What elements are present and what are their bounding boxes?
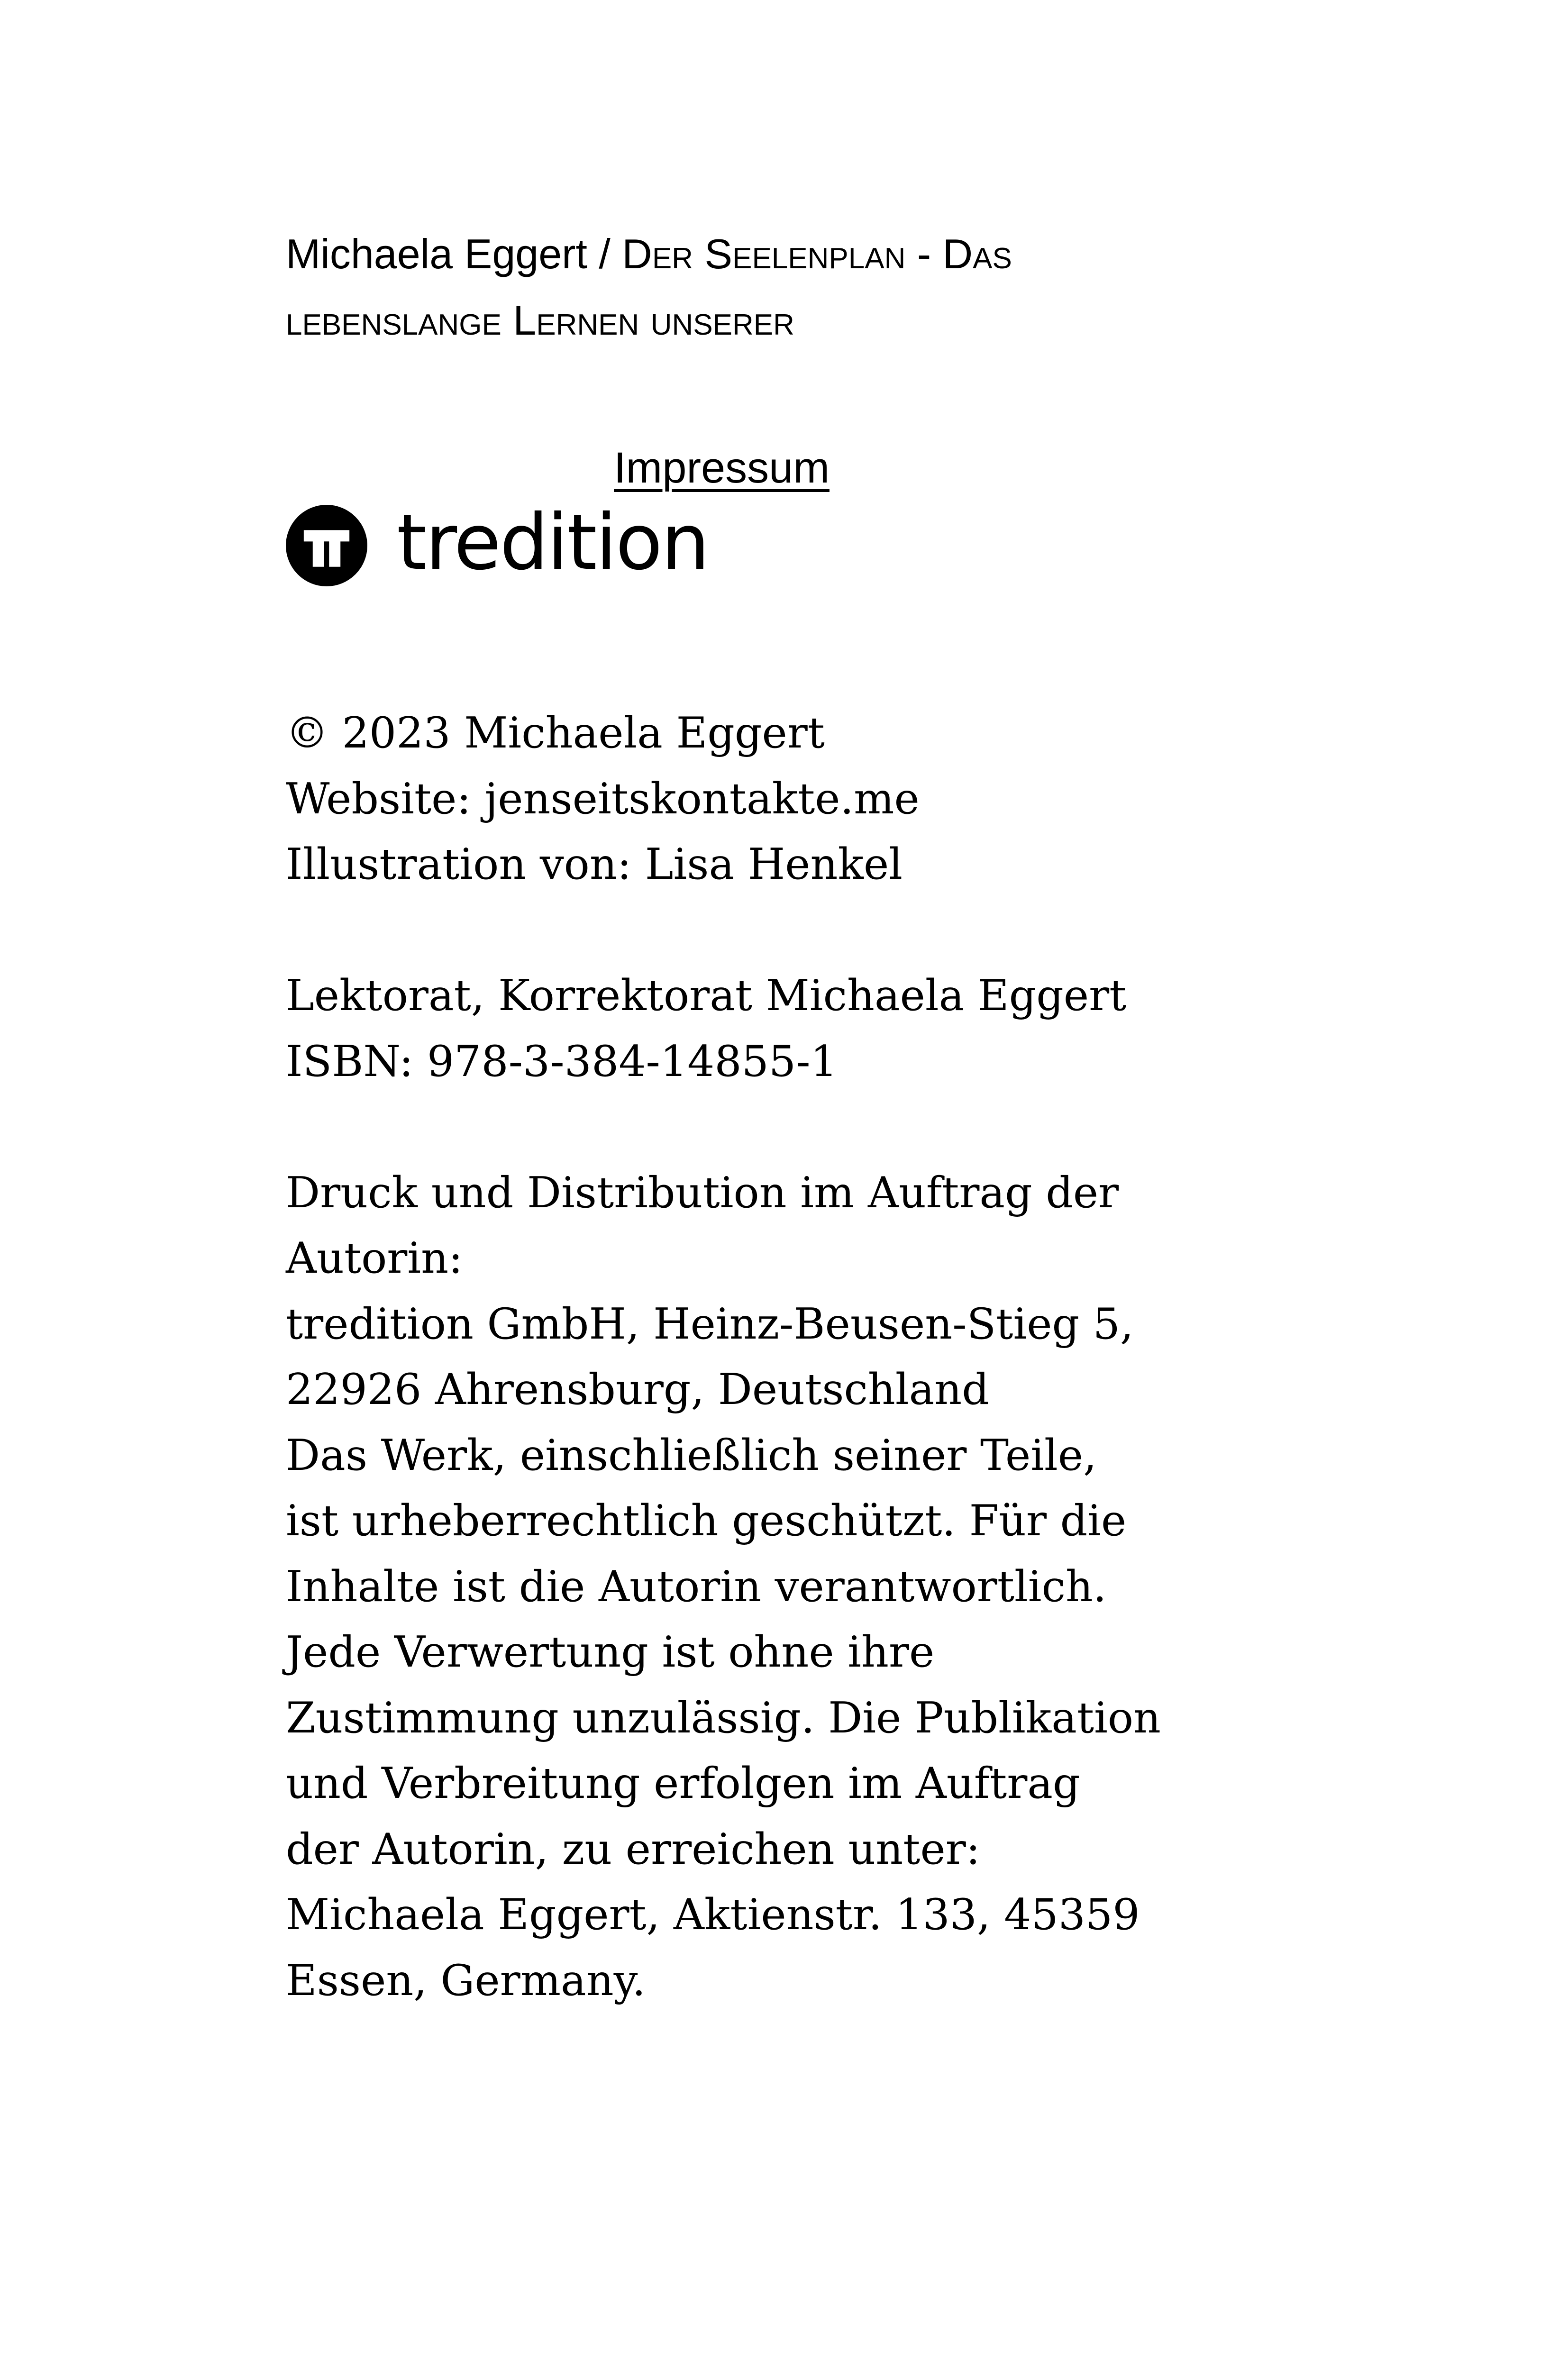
distribution-line: Michaela Eggert, Aktienstr. 133, 45359 bbox=[286, 1890, 1140, 1940]
publisher-logo bbox=[286, 498, 709, 587]
tredition-wordmark: tredition bbox=[397, 498, 709, 587]
distribution-line: Autorin: bbox=[286, 1233, 463, 1283]
distribution-line: Zustimmung unzulässig. Die Publikation bbox=[286, 1693, 1161, 1743]
distribution-line: der Autorin, zu erreichen unter: bbox=[286, 1824, 981, 1874]
header-separator: / bbox=[587, 230, 622, 277]
distribution-line: Das Werk, einschließlich seiner Teile, bbox=[286, 1430, 1097, 1480]
paragraph-gap bbox=[286, 898, 1234, 964]
paragraph-gap bbox=[286, 1094, 1234, 1160]
distribution-line: Inhalte ist die Autorin verantwortlich. bbox=[286, 1561, 1107, 1612]
illustration-line: Illustration von: Lisa Henkel bbox=[286, 839, 903, 889]
author-name: Michaela Eggert bbox=[286, 230, 587, 277]
isbn-line: ISBN: 978-3-384-14855-1 bbox=[286, 1036, 838, 1086]
distribution-line: ist urheberrechtlich geschützt. Für die bbox=[286, 1496, 1127, 1546]
distribution-line: 22926 Ahrensburg, Deutschland bbox=[286, 1365, 989, 1414]
header-line-1 bbox=[286, 221, 1281, 287]
distribution-line: Jede Verwertung ist ohne ihre bbox=[286, 1627, 935, 1677]
editing-line: Lektorat, Korrektorat Michaela Eggert bbox=[286, 971, 1127, 1021]
tredition-logo-icon bbox=[286, 505, 367, 586]
website-line: Website: jenseitskontakte.me bbox=[286, 774, 920, 824]
copyright-line: © 2023 Michaela Eggert bbox=[286, 708, 825, 758]
distribution-line: tredition GmbH, Heinz-Beusen-Stieg 5, bbox=[286, 1299, 1134, 1349]
imprint-text bbox=[286, 701, 1234, 2014]
impressum-link[interactable]: Impressum bbox=[614, 444, 830, 492]
distribution-line: und Verbreitung erfolgen im Auftrag bbox=[286, 1759, 1080, 1808]
book-header bbox=[286, 221, 1281, 354]
distribution-line: Druck und Distribution im Auftrag der bbox=[286, 1167, 1119, 1218]
book-title-part-1: Der Seelenplan - Das bbox=[622, 230, 1012, 277]
book-title-part-2: lebenslange Lernen unserer bbox=[286, 297, 794, 344]
distribution-line: Essen, Germany. bbox=[286, 1955, 646, 2005]
